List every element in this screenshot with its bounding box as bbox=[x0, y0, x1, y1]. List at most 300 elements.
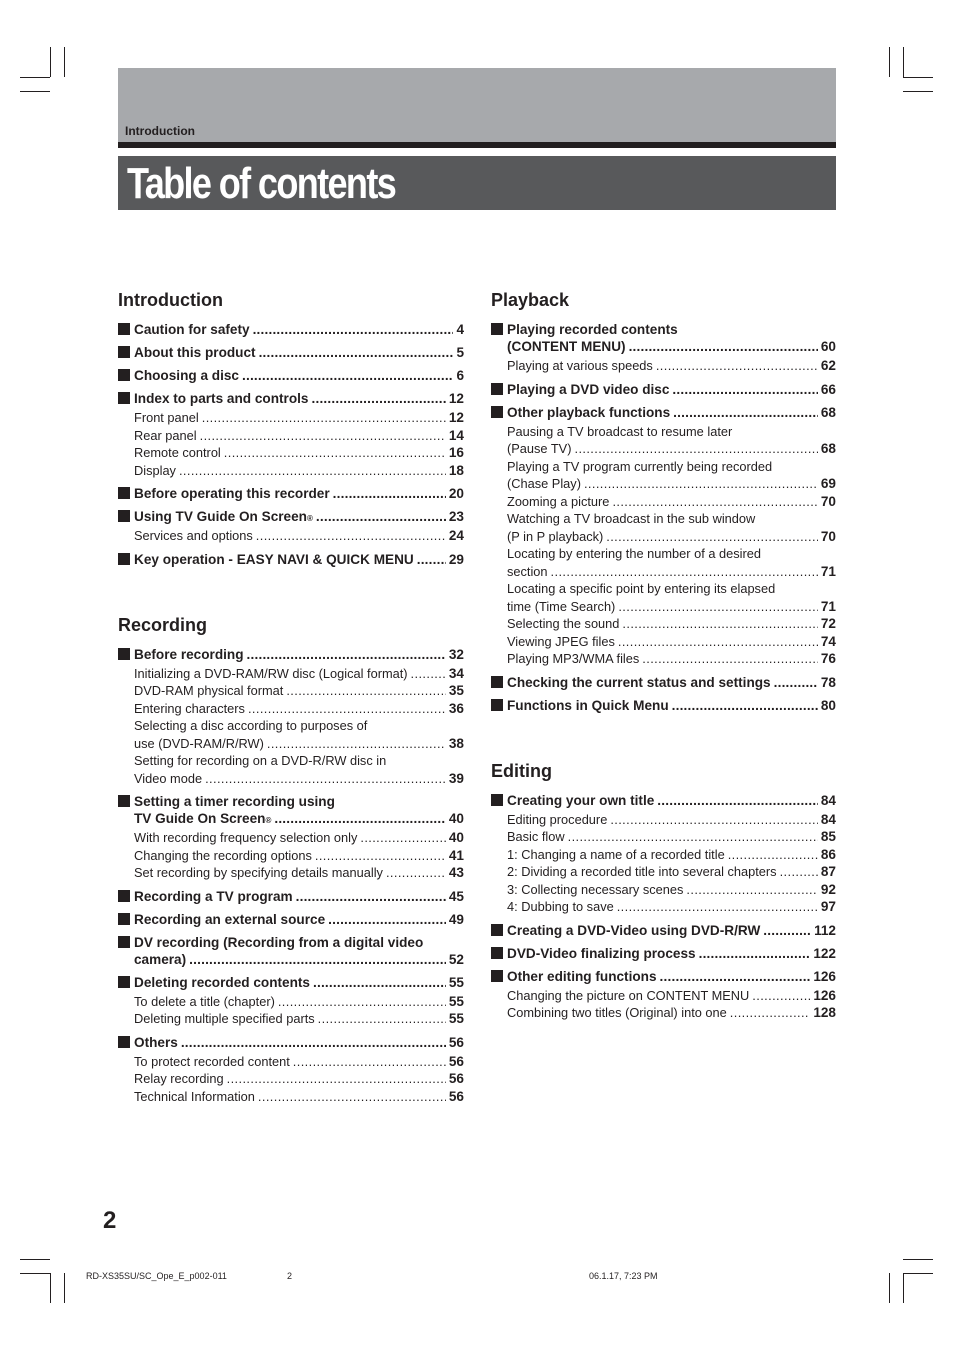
dot-leader bbox=[258, 1088, 446, 1106]
title-bar bbox=[118, 156, 836, 210]
toc-entry-body bbox=[507, 697, 836, 714]
dot-leader bbox=[227, 1070, 446, 1088]
entry-page-number: 12 bbox=[448, 391, 464, 406]
toc-entry-body bbox=[507, 381, 836, 398]
dot-leader bbox=[584, 475, 818, 493]
subentry-line bbox=[507, 898, 836, 916]
dot-leader bbox=[242, 367, 453, 384]
subentry-label: Locating a specific point by entering its elapsed bbox=[507, 581, 776, 596]
subentry-label: Front panel bbox=[134, 410, 199, 425]
subentry-page-number: 97 bbox=[820, 899, 836, 914]
header-rule bbox=[118, 142, 836, 148]
subentry-line bbox=[134, 409, 464, 427]
subentry-line bbox=[507, 598, 836, 616]
toc-subentry[interactable] bbox=[134, 847, 464, 865]
entry-label: Creating your own title bbox=[507, 792, 655, 808]
dot-leader bbox=[774, 674, 818, 691]
square-bullet-icon bbox=[491, 323, 503, 335]
toc-subentry[interactable] bbox=[134, 1053, 464, 1071]
toc-entry-body bbox=[134, 934, 464, 968]
entry-label: Before operating this recorder bbox=[134, 486, 330, 501]
subentry-line bbox=[507, 633, 836, 651]
subentry-label: Editing procedure bbox=[507, 811, 608, 827]
entry-page-number: 20 bbox=[448, 486, 464, 501]
entry-label: DV recording (Recording from a digital video bbox=[134, 934, 424, 950]
subentry-page-number: 70 bbox=[820, 493, 836, 509]
toc-subentry[interactable] bbox=[134, 665, 464, 683]
subentry-label: Deleting multiple specified parts bbox=[134, 1011, 315, 1026]
subentry-line bbox=[507, 528, 836, 546]
dot-leader bbox=[617, 898, 818, 916]
dot-leader bbox=[259, 344, 454, 361]
entry-line bbox=[507, 404, 836, 421]
subentry-label: Set recording by specifying details manually bbox=[134, 865, 383, 880]
toc-subentry[interactable] bbox=[507, 423, 836, 458]
entry-line bbox=[134, 551, 464, 568]
toc-column-left bbox=[118, 288, 464, 1111]
dot-leader bbox=[673, 404, 818, 421]
square-bullet-icon bbox=[118, 553, 130, 565]
subentry-page-number: 71 bbox=[820, 563, 836, 579]
square-bullet-icon bbox=[491, 383, 503, 395]
dot-leader bbox=[316, 508, 446, 525]
toc-subentry[interactable] bbox=[134, 1088, 464, 1106]
entry-page-number: 32 bbox=[448, 646, 464, 662]
toc-subentry[interactable] bbox=[134, 427, 464, 445]
square-bullet-icon bbox=[491, 924, 503, 936]
toc-subentry[interactable] bbox=[507, 846, 836, 864]
dot-leader bbox=[205, 770, 446, 788]
toc-entry[interactable] bbox=[491, 792, 836, 916]
toc-entry-body bbox=[507, 945, 836, 962]
subentry-page-number: 128 bbox=[813, 1005, 836, 1020]
entry-label: Choosing a disc bbox=[134, 368, 239, 383]
square-bullet-icon bbox=[491, 794, 503, 806]
entry-page-number: 4 bbox=[456, 322, 464, 337]
toc-subentry[interactable] bbox=[134, 829, 464, 847]
subentry-page-number: 69 bbox=[820, 476, 836, 491]
entry-line bbox=[134, 321, 464, 338]
toc-subentry[interactable] bbox=[507, 633, 836, 651]
entry-line bbox=[134, 390, 464, 407]
subentry-label: Basic flow bbox=[507, 829, 565, 844]
dot-leader bbox=[333, 485, 446, 502]
dot-leader bbox=[780, 863, 818, 881]
entry-line: Using TV Guide On Screen ® ..... 23 bbox=[134, 508, 464, 525]
footer-file: RD-XS35SU/SC_Ope_E_p002-011 bbox=[86, 1271, 227, 1281]
header-band bbox=[118, 68, 836, 142]
page-number: 2 bbox=[103, 1207, 117, 1234]
toc-entry[interactable] bbox=[491, 968, 836, 1022]
toc-entry[interactable] bbox=[118, 344, 464, 361]
subentry-line bbox=[134, 1088, 464, 1106]
subentry-page-number: 126 bbox=[813, 987, 836, 1003]
dot-leader bbox=[629, 338, 818, 355]
entry-line bbox=[507, 968, 836, 985]
toc-entry-body bbox=[134, 321, 464, 338]
entry-label: Playing recorded contents bbox=[507, 322, 678, 337]
toc-entry[interactable] bbox=[118, 974, 464, 1028]
toc-subentry[interactable] bbox=[134, 864, 464, 882]
dot-leader bbox=[660, 968, 811, 985]
crop-mark bbox=[903, 47, 904, 77]
subentry-line bbox=[134, 700, 464, 718]
page-title: Table of contents bbox=[127, 159, 396, 208]
subentry-page-number: 43 bbox=[448, 865, 464, 880]
toc-subentry[interactable] bbox=[507, 510, 836, 545]
toc-entry-body bbox=[507, 674, 836, 691]
toc-entry-body bbox=[134, 508, 464, 525]
entry-label: Playing a DVD video disc bbox=[507, 381, 670, 397]
square-bullet-icon bbox=[118, 795, 130, 807]
entry-page-number: 66 bbox=[820, 381, 836, 397]
crop-mark bbox=[903, 1273, 904, 1303]
toc-entry-body bbox=[507, 968, 836, 985]
toc-entry[interactable] bbox=[491, 404, 836, 668]
subentry-list bbox=[134, 1053, 464, 1106]
toc-entry[interactable] bbox=[118, 934, 464, 968]
dot-leader bbox=[267, 735, 446, 753]
subentry-label: Pausing a TV broadcast to resume later bbox=[507, 423, 733, 439]
toc-entry-body bbox=[134, 646, 464, 663]
subentry-line bbox=[507, 563, 836, 581]
crop-mark bbox=[20, 91, 50, 92]
subentry-line bbox=[134, 752, 464, 770]
entry-page-number: 68 bbox=[820, 404, 836, 420]
subentry-list bbox=[134, 527, 464, 545]
entry-line bbox=[507, 381, 836, 398]
subentry-label: Playing at various speeds bbox=[507, 358, 653, 373]
dot-leader bbox=[328, 911, 446, 928]
subentry-page-number: 62 bbox=[820, 358, 836, 373]
subentry-label: 1: Changing a name of a recorded title bbox=[507, 846, 725, 862]
dot-leader bbox=[253, 321, 454, 338]
square-bullet-icon bbox=[118, 346, 130, 358]
dot-leader bbox=[256, 527, 446, 545]
dot-leader bbox=[247, 646, 446, 663]
entry-page-number: 112 bbox=[814, 922, 836, 938]
subentry-label: Rear panel bbox=[134, 427, 197, 443]
dot-leader bbox=[286, 682, 446, 700]
subentry-page-number: 36 bbox=[448, 700, 464, 716]
toc-subentry[interactable] bbox=[134, 700, 464, 718]
toc-subentry[interactable] bbox=[507, 580, 836, 615]
crop-mark bbox=[50, 1273, 51, 1303]
toc-entry[interactable] bbox=[118, 508, 464, 545]
subentry-label: Selecting a disc according to purposes of bbox=[134, 718, 368, 733]
dot-leader bbox=[610, 811, 818, 829]
subentry-line bbox=[507, 650, 836, 668]
toc-subentry[interactable] bbox=[134, 682, 464, 700]
entry-label: Deleting recorded contents bbox=[134, 974, 310, 990]
subentry-label: Combining two titles (Original) into one bbox=[507, 1005, 727, 1020]
square-bullet-icon bbox=[118, 648, 130, 660]
toc-entry-body bbox=[134, 888, 464, 905]
subentry-line bbox=[134, 864, 464, 882]
toc-subentry[interactable] bbox=[134, 462, 464, 480]
crop-mark bbox=[20, 1273, 50, 1274]
entry-label: Creating a DVD-Video using DVD-R/RW bbox=[507, 922, 761, 938]
entry-page-number: 55 bbox=[448, 974, 464, 990]
subentry-line bbox=[134, 993, 464, 1011]
square-bullet-icon bbox=[491, 676, 503, 688]
toc-entry[interactable] bbox=[491, 321, 836, 375]
toc-subentry[interactable] bbox=[507, 811, 836, 829]
subentry-label: Locating by entering the number of a desired bbox=[507, 546, 761, 561]
subentry-label: (P in P playback) bbox=[507, 528, 604, 544]
toc-subentry[interactable] bbox=[507, 898, 836, 916]
subentry-line bbox=[507, 987, 836, 1005]
subentry-line bbox=[507, 863, 836, 881]
toc-subentry[interactable] bbox=[507, 458, 836, 493]
entry-line bbox=[134, 974, 464, 991]
entry-label: Others bbox=[134, 1034, 178, 1050]
entry-label: Before recording bbox=[134, 646, 244, 662]
section-label: Introduction bbox=[125, 124, 195, 138]
square-bullet-icon bbox=[491, 406, 503, 418]
toc-subentry[interactable] bbox=[507, 650, 836, 668]
toc-subentry[interactable] bbox=[507, 828, 836, 846]
crop-mark bbox=[903, 91, 933, 92]
dot-leader bbox=[612, 493, 817, 511]
dot-leader bbox=[181, 1034, 446, 1051]
dot-leader bbox=[202, 409, 446, 427]
subentry-label: section bbox=[507, 563, 548, 579]
entry-page-number: 52 bbox=[448, 951, 464, 967]
toc-entry[interactable] bbox=[491, 381, 836, 398]
crop-mark bbox=[64, 47, 65, 77]
toc-entry-body bbox=[507, 404, 836, 421]
square-bullet-icon bbox=[118, 510, 130, 522]
square-bullet-icon bbox=[491, 947, 503, 959]
subentry-label: Changing the recording options bbox=[134, 847, 312, 863]
subentry-label: With recording frequency selection only bbox=[134, 830, 358, 845]
toc-subentry[interactable] bbox=[134, 444, 464, 462]
toc-subentry[interactable] bbox=[507, 545, 836, 580]
subentry-line bbox=[507, 423, 836, 441]
entry-line bbox=[134, 344, 464, 361]
entry-page-number: 84 bbox=[820, 792, 836, 808]
dot-leader bbox=[686, 881, 817, 899]
toc-subentry[interactable] bbox=[507, 863, 836, 881]
subentry-page-number: 85 bbox=[820, 829, 836, 844]
dot-leader bbox=[672, 381, 817, 398]
dot-leader bbox=[278, 993, 446, 1011]
dot-leader bbox=[656, 357, 818, 375]
subentry-label: Remote control bbox=[134, 445, 221, 460]
subentry-line bbox=[507, 881, 836, 899]
subentry-page-number: 68 bbox=[820, 441, 836, 456]
crop-mark bbox=[64, 1273, 65, 1303]
dot-leader bbox=[699, 945, 811, 962]
subentry-label: To protect recorded content bbox=[134, 1053, 290, 1069]
subentry-label: Entering characters bbox=[134, 700, 245, 716]
subentry-line bbox=[507, 545, 836, 563]
entry-page-number: 80 bbox=[820, 697, 836, 713]
subentry-page-number: 92 bbox=[820, 881, 836, 897]
crop-mark bbox=[20, 77, 50, 78]
section-title: Playback bbox=[491, 290, 570, 310]
subentry-page-number: 38 bbox=[448, 735, 464, 751]
subentry-page-number: 72 bbox=[820, 616, 836, 631]
square-bullet-icon bbox=[118, 369, 130, 381]
toc-entry[interactable] bbox=[118, 888, 464, 905]
subentry-page-number: 24 bbox=[448, 528, 464, 543]
toc-entry[interactable] bbox=[118, 911, 464, 928]
subentry-line bbox=[507, 475, 836, 493]
toc-subentry[interactable] bbox=[134, 993, 464, 1011]
dot-leader bbox=[618, 633, 818, 651]
toc-entry[interactable] bbox=[118, 646, 464, 788]
subentry-page-number: 56 bbox=[448, 1053, 464, 1069]
dot-leader bbox=[657, 792, 818, 809]
dot-leader bbox=[386, 864, 446, 882]
toc-subentry[interactable] bbox=[507, 493, 836, 511]
entry-label: About this product bbox=[134, 345, 256, 360]
subentry-line bbox=[134, 427, 464, 445]
toc-entry-body bbox=[134, 551, 464, 568]
subentry-page-number: 55 bbox=[448, 993, 464, 1009]
dot-leader bbox=[730, 1004, 811, 1022]
subentry-page-number: 16 bbox=[448, 445, 464, 460]
square-bullet-icon bbox=[118, 392, 130, 404]
subentry-line bbox=[134, 665, 464, 683]
dot-leader bbox=[618, 598, 818, 616]
entry-page-number: 23 bbox=[448, 509, 464, 524]
entry-page-number: 6 bbox=[456, 368, 464, 383]
toc-entry[interactable] bbox=[118, 551, 464, 568]
section-spacer bbox=[118, 574, 464, 613]
entry-line bbox=[134, 888, 464, 905]
toc-entry[interactable] bbox=[118, 367, 464, 384]
entry-line bbox=[507, 338, 836, 355]
entry-page-number: 60 bbox=[820, 339, 836, 354]
entry-line bbox=[507, 922, 836, 939]
dot-leader bbox=[642, 650, 818, 668]
crop-mark bbox=[903, 1273, 933, 1274]
toc-subentry[interactable] bbox=[134, 527, 464, 545]
toc-entry[interactable] bbox=[118, 485, 464, 502]
toc-subentry[interactable] bbox=[134, 1010, 464, 1028]
dot-leader bbox=[293, 1053, 446, 1071]
toc-entry-body bbox=[134, 344, 464, 361]
subentry-page-number: 56 bbox=[448, 1088, 464, 1104]
subentry-line bbox=[134, 770, 464, 788]
toc-entry-body bbox=[134, 367, 464, 384]
subentry-label: Selecting the sound bbox=[507, 616, 620, 631]
subentry-label: time (Time Search) bbox=[507, 598, 616, 614]
subentry-label: Setting for recording on a DVD-R/RW disc in bbox=[134, 753, 387, 768]
toc-subentry[interactable] bbox=[507, 987, 836, 1005]
subentry-label: Display bbox=[134, 462, 176, 478]
subentry-label: Playing MP3/WMA files bbox=[507, 651, 640, 666]
toc-entry[interactable] bbox=[118, 321, 464, 338]
toc-entry-body bbox=[134, 793, 464, 827]
subentry-label: 2: Dividing a recorded title into several chapters bbox=[507, 864, 777, 879]
crop-mark bbox=[903, 1259, 933, 1260]
toc-entry-body bbox=[134, 390, 464, 407]
crop-mark bbox=[889, 1273, 890, 1303]
square-bullet-icon bbox=[491, 970, 503, 982]
toc-entry-body bbox=[507, 922, 836, 939]
toc-entry[interactable] bbox=[491, 697, 836, 714]
entry-line: TV Guide On Screen ® ..... 40 bbox=[134, 810, 464, 827]
toc-entry-body bbox=[134, 974, 464, 991]
entry-label: DVD-Video finalizing process bbox=[507, 945, 696, 961]
subentry-label: 3: Collecting necessary scenes bbox=[507, 881, 684, 897]
subentry-page-number: 41 bbox=[448, 847, 464, 863]
toc-entry-body bbox=[507, 321, 836, 355]
toc-subentry[interactable] bbox=[507, 1004, 836, 1022]
toc-entry[interactable] bbox=[491, 922, 836, 939]
subentry-label: Services and options bbox=[134, 528, 253, 543]
entry-line bbox=[507, 945, 836, 962]
subentry-line bbox=[507, 811, 836, 829]
subentry-page-number: 70 bbox=[820, 528, 836, 544]
entry-line bbox=[507, 792, 836, 809]
toc-subentry[interactable] bbox=[134, 752, 464, 787]
toc-entry[interactable] bbox=[491, 674, 836, 691]
footer-timestamp: 06.1.17, 7:23 PM bbox=[589, 1271, 658, 1281]
entry-label: Caution for safety bbox=[134, 322, 250, 337]
toc-entry[interactable] bbox=[118, 390, 464, 479]
toc-subentry[interactable] bbox=[507, 615, 836, 633]
entry-page-number: 126 bbox=[813, 968, 836, 984]
square-bullet-icon bbox=[118, 1036, 130, 1048]
entry-line bbox=[134, 951, 464, 968]
dot-leader bbox=[728, 846, 818, 864]
toc-subentry[interactable] bbox=[507, 357, 836, 375]
toc-entry-body bbox=[134, 911, 464, 928]
subentry-line bbox=[134, 527, 464, 545]
dot-leader bbox=[274, 810, 446, 827]
section-title: Recording bbox=[118, 614, 208, 635]
toc-entry[interactable] bbox=[118, 1034, 464, 1106]
dot-leader bbox=[568, 828, 818, 846]
subentry-line bbox=[134, 444, 464, 462]
toc-subentry[interactable] bbox=[507, 881, 836, 899]
subentry-line bbox=[507, 440, 836, 458]
subentry-line bbox=[134, 717, 464, 735]
subentry-label: Playing a TV program currently being recorded bbox=[507, 458, 773, 474]
subentry-page-number: 84 bbox=[820, 811, 836, 827]
square-bullet-icon bbox=[118, 913, 130, 925]
subentry-label: Relay recording bbox=[134, 1071, 224, 1086]
entry-page-number: 49 bbox=[448, 911, 464, 927]
subentry-line bbox=[507, 493, 836, 511]
dot-leader bbox=[551, 563, 818, 581]
entry-label: Other playback functions bbox=[507, 404, 671, 420]
toc-subentry[interactable] bbox=[134, 717, 464, 752]
section-title: Introduction bbox=[118, 290, 223, 310]
entry-line bbox=[507, 697, 836, 714]
square-bullet-icon bbox=[491, 699, 503, 711]
entry-label: Key operation - EASY NAVI & QUICK MENU bbox=[134, 551, 414, 567]
subentry-list bbox=[507, 357, 836, 375]
toc-subentry[interactable] bbox=[134, 409, 464, 427]
subentry-label: DVD-RAM physical format bbox=[134, 683, 284, 698]
toc-subentry[interactable] bbox=[134, 1070, 464, 1088]
subentry-label: Initializing a DVD-RAM/RW disc (Logical format) bbox=[134, 665, 408, 681]
subentry-line bbox=[507, 615, 836, 633]
toc-entry[interactable] bbox=[491, 945, 836, 962]
subentry-page-number: 14 bbox=[448, 427, 464, 443]
toc-entry[interactable] bbox=[118, 793, 464, 882]
entry-line bbox=[134, 934, 464, 951]
subentry-page-number: 87 bbox=[820, 864, 836, 879]
dot-leader bbox=[752, 987, 810, 1005]
subentry-list bbox=[134, 665, 464, 788]
